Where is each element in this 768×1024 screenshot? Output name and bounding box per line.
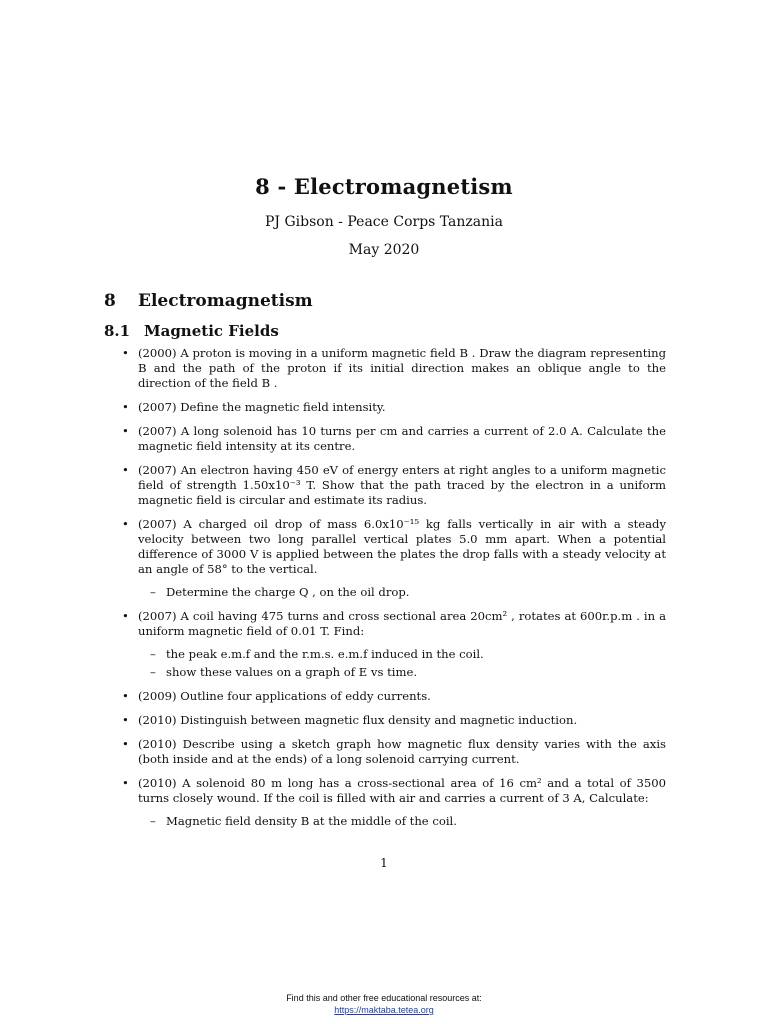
bullet-icon: • <box>122 400 129 414</box>
document-author: PJ Gibson - Peace Corps Tanzania <box>265 214 503 230</box>
page-number: 1 <box>380 856 388 870</box>
list-item <box>120 776 666 829</box>
sub-list-item <box>148 647 666 662</box>
list-item-text: (2007) An electron having 450 eV of energy enters at right angles to a uniform magnetic field of strength 1.50x10⁻³ T. Show that the path traced by the electron in a uniform magnetic field is circular and estimate its radius. <box>138 463 666 507</box>
list-item <box>120 400 666 415</box>
document-title: 8 - Electromagnetism <box>255 174 513 199</box>
dash-icon: – <box>150 585 156 599</box>
list-item <box>120 737 666 767</box>
sub-list-item-text: Magnetic field density B at the middle of the coil. <box>166 814 457 828</box>
footer-link[interactable]: https://maktaba.tetea.org <box>334 1005 434 1015</box>
question-list <box>120 346 666 838</box>
list-item-text: (2010) Distinguish between magnetic flux density and magnetic induction. <box>138 713 578 727</box>
bullet-icon: • <box>122 463 129 477</box>
footer <box>0 992 768 1016</box>
bullet-icon: • <box>122 517 129 531</box>
list-item <box>120 463 666 508</box>
list-item-text: (2010) Describe using a sketch graph how magnetic flux density varies with the axis (both inside and at the ends) of a long solenoid carrying current. <box>138 737 666 766</box>
sub-list-item <box>148 585 666 600</box>
section-title: Electromagnetism <box>138 291 313 311</box>
sub-list <box>138 814 666 829</box>
bullet-icon: • <box>122 424 129 438</box>
sub-list-item <box>148 814 666 829</box>
sub-list <box>138 647 666 680</box>
sub-list-item-text: Determine the charge Q , on the oil drop. <box>166 585 410 599</box>
bullet-icon: • <box>122 689 129 703</box>
section-heading <box>104 291 313 311</box>
bullet-icon: • <box>122 346 129 360</box>
dash-icon: – <box>150 647 156 661</box>
bullet-icon: • <box>122 737 129 751</box>
list-item <box>120 424 666 454</box>
list-item <box>120 346 666 391</box>
dash-icon: – <box>150 665 156 679</box>
bullet-icon: • <box>122 713 129 727</box>
list-item-text: (2000) A proton is moving in a uniform magnetic field B . Draw the diagram representing B and the path of the proton if its initial direction makes an oblique angle to the direction of the field B . <box>138 346 666 390</box>
sub-list <box>138 585 666 600</box>
subsection-heading <box>104 322 279 340</box>
subsection-number: 8.1 <box>104 322 131 340</box>
list-item <box>120 517 666 600</box>
list-item-text: (2007) A coil having 475 turns and cross sectional area 20cm² , rotates at 600r.p.m . in a uniform magnetic field of 0.01 T. Find: <box>138 609 666 638</box>
sub-list-item-text: the peak e.m.f and the r.m.s. e.m.f induced in the coil. <box>166 647 484 661</box>
list-item <box>120 689 666 704</box>
bullet-icon: • <box>122 609 129 623</box>
document-date: May 2020 <box>348 242 420 258</box>
footer-text: Find this and other free educational resources at: <box>286 993 482 1003</box>
list-item-text: (2007) A long solenoid has 10 turns per cm and carries a current of 2.0 A. Calculate the magnetic field intensity at its centre. <box>138 424 666 453</box>
list-item <box>120 713 666 728</box>
sub-list-item-text: show these values on a graph of E vs time. <box>166 665 417 679</box>
subsection-title: Magnetic Fields <box>144 322 279 340</box>
bullet-icon: • <box>122 776 129 790</box>
dash-icon: – <box>150 814 156 828</box>
section-number: 8 <box>104 291 116 311</box>
list-item-text: (2009) Outline four applications of eddy currents. <box>138 689 431 703</box>
sub-list-item <box>148 665 666 680</box>
list-item <box>120 609 666 680</box>
list-item-text: (2010) A solenoid 80 m long has a cross-sectional area of 16 cm² and a total of 3500 turns closely wound. If the coil is filled with air and carries a current of 3 A, Calculate: <box>138 776 666 805</box>
list-item-text: (2007) Define the magnetic field intensity. <box>138 400 386 414</box>
list-item-text: (2007) A charged oil drop of mass 6.0x10⁻¹⁵ kg falls vertically in air with a steady velocity between two long parallel vertical plates 5.0 mm apart. When a potential difference of 3000 V is applied between the plates the drop falls with a steady velocity at an angle of 58° to the vertical. <box>138 517 666 576</box>
